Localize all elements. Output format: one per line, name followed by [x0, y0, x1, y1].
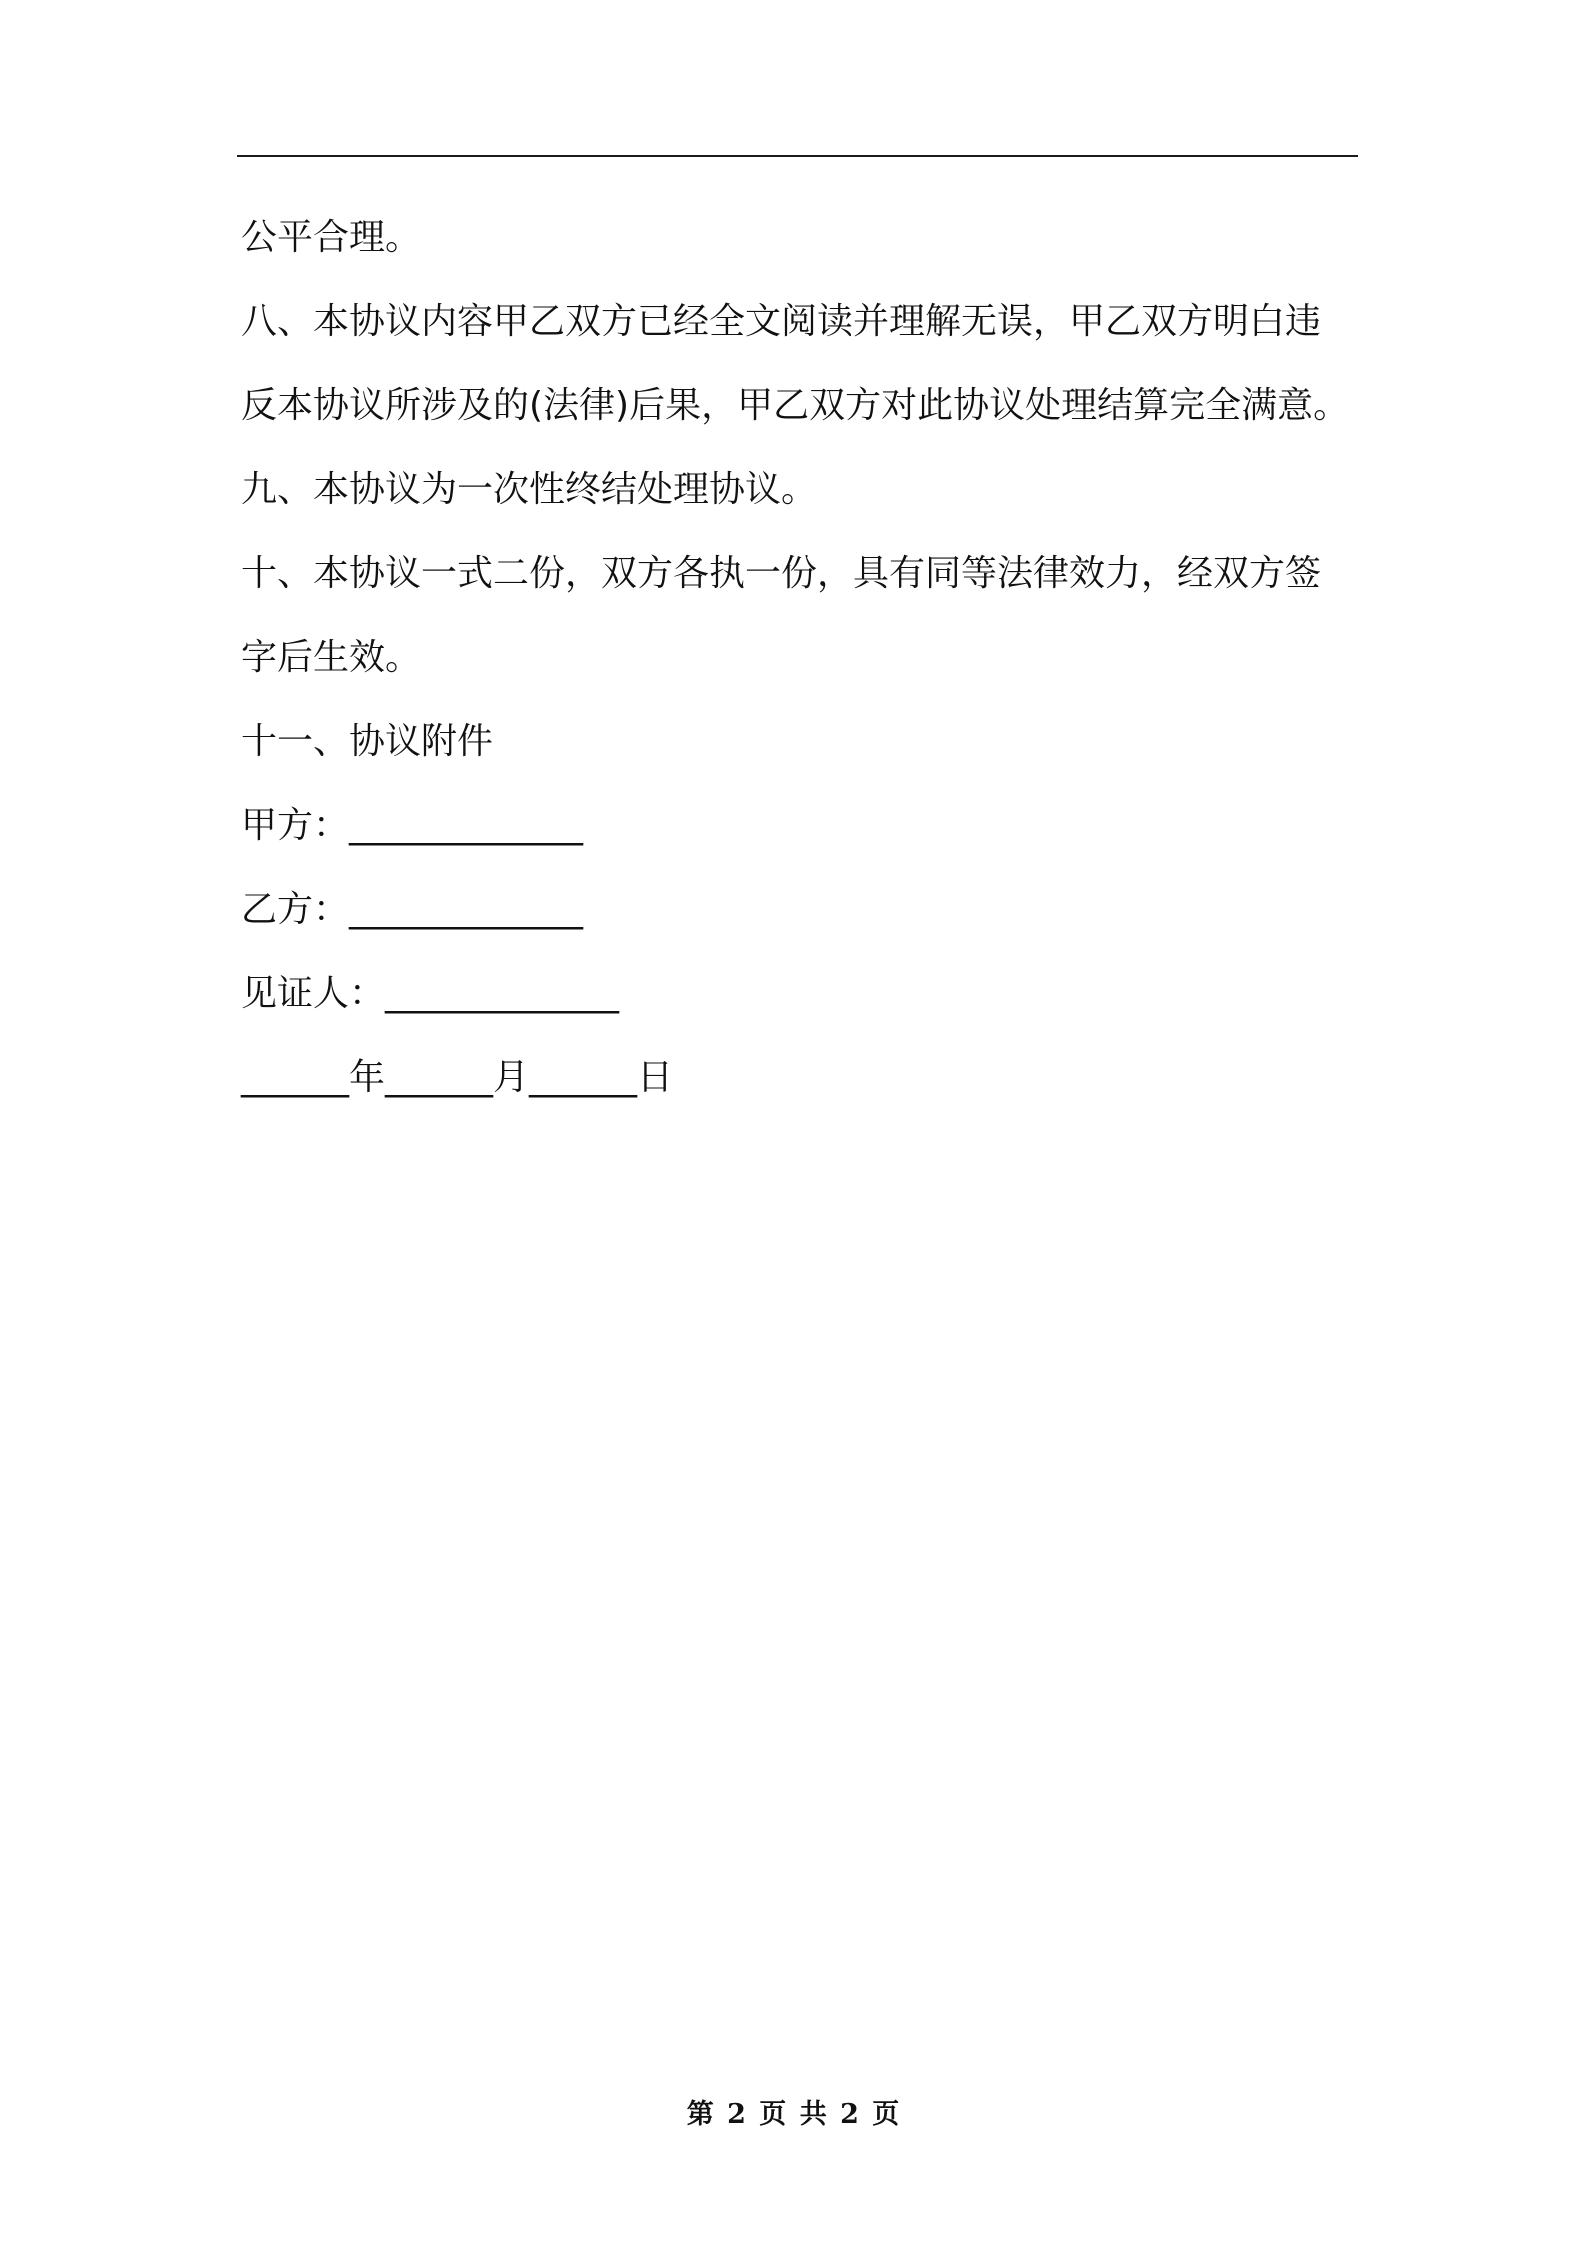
date-line: ______年______月______日	[241, 1057, 673, 1098]
clause-8-line-2: 反本协议所涉及的(法律)后果，甲乙双方对此协议处理结算完全满意。	[241, 385, 1350, 426]
clause-10-line-2: 字后生效。	[241, 637, 422, 678]
clause-10-line-1: 十、本协议一式二份，双方各执一份，具有同等法律效力，经双方签	[241, 553, 1322, 594]
paragraph-line: 公平合理。	[241, 217, 422, 258]
clause-9: 九、本协议为一次性终结处理协议。	[241, 469, 818, 510]
party-b-signature-line: 乙方：_____________	[241, 889, 584, 930]
witness-signature-line: 见证人：_____________	[241, 973, 620, 1014]
party-a-signature-line: 甲方：_____________	[241, 805, 584, 846]
page-number-footer: 第 2 页 共 2 页	[686, 2099, 900, 2130]
clause-11-attachments: 十一、协议附件	[241, 721, 494, 762]
document-body	[241, 196, 1381, 1120]
header-rule	[237, 155, 1358, 157]
clause-8-line-1: 八、本协议内容甲乙双方已经全文阅读并理解无误，甲乙双方明白违	[241, 301, 1322, 342]
